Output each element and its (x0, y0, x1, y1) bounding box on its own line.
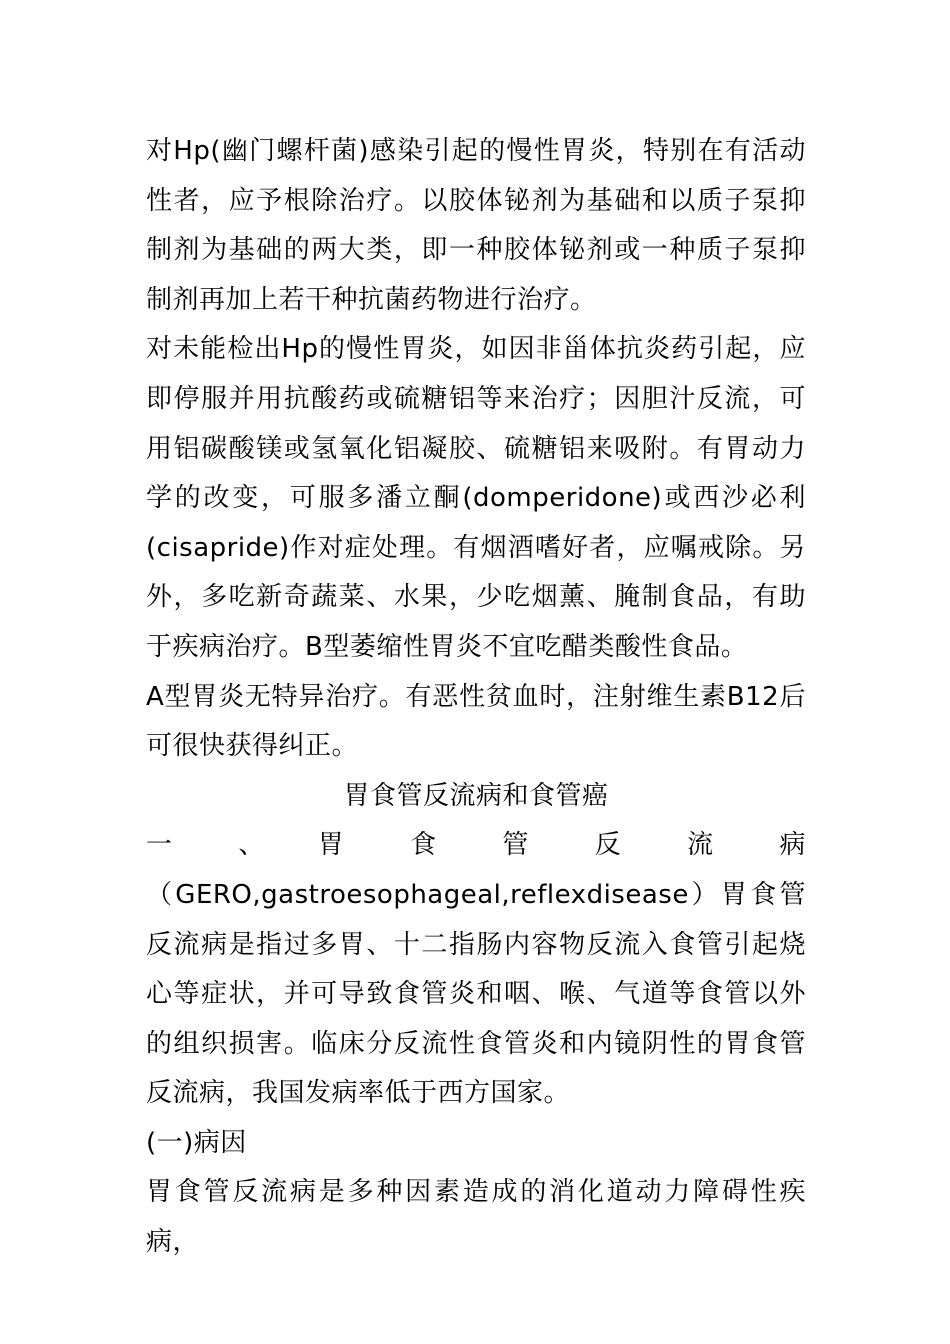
subheading-etiology: (一)病因 (146, 1127, 247, 1158)
document-body (146, 127, 806, 1268)
paragraph-non-hp-treatment: 对未能检出Hp的慢性胃炎，如因非甾体抗炎药引起，应即停服并用抗酸药或硫糖铝等来治疗；因胆汁反流，可用铝碳酸镁或氢氧化铝凝胶、硫糖铝来吸附。有胃动力学的改变，可服多潘立酮(domperidone)或西沙必利(cisapride)作对症处理。有烟酒嗜好者，应嘱戒除。另外，多吃新奇蔬菜、水果，少吃烟薰、腌制食品，有助于疾病治疗。B型萎缩性胃炎不宜吃醋类酸性食品。 (146, 334, 806, 662)
section-title: 胃食管反流病和食管癌 (343, 780, 609, 811)
paragraph-gerd-definition: （GERO,gastroesophageal,reflexdisease）胃食管反流病是指过多胃、十二指肠内容物反流入食管引起烧心等症状，并可导致食管炎和咽、喉、气道等食管以外的组织损害。临床分反流性食管炎和内镜阴性的胃食管反流病，我国发病率低于西方国家。 (146, 879, 806, 1109)
paragraph-hp-treatment: 对Hp(幽门螺杆菌)感染引起的慢性胃炎，特别在有活动性者，应予根除治疗。以胶体铋剂为基础和以质子泵抑制剂为基础的两大类，即一种胶体铋剂或一种质子泵抑制剂再加上若干种抗菌药物进行治疗。 (146, 136, 806, 315)
paragraph-type-a-gastritis: A型胃炎无特异治疗。有恶性贫血时，注射维生素B12后可很快获得纠正。 (146, 681, 806, 762)
paragraph-gerd-heading-line: 一 、 胃 食 管 反 流 病 (146, 830, 806, 861)
paragraph-etiology: 胃食管反流病是多种因素造成的消化道动力障碍性疾病， (146, 1177, 806, 1258)
